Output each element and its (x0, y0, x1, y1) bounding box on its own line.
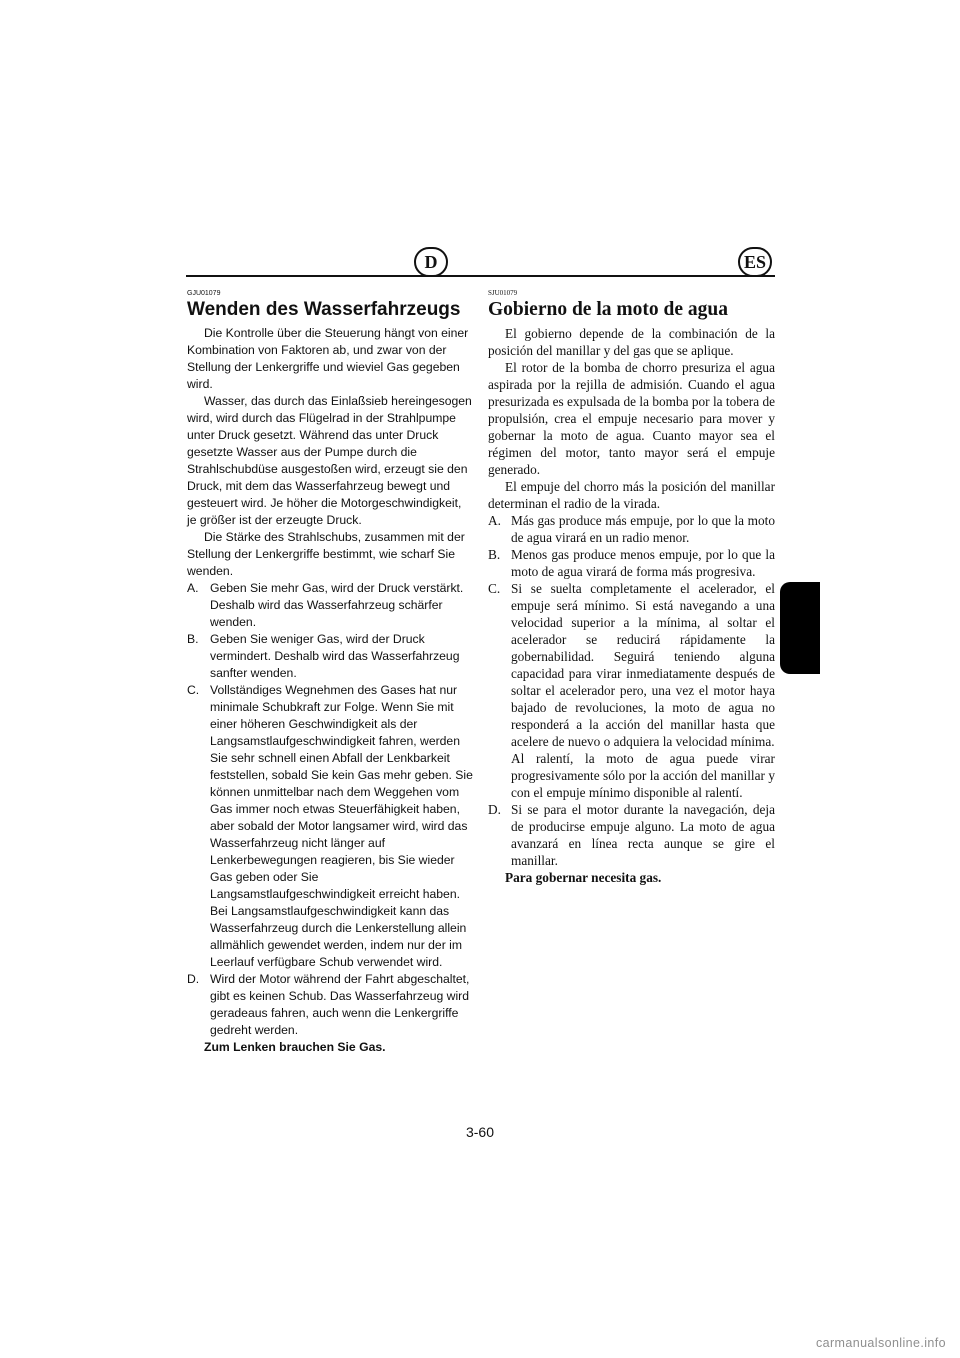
list-item (187, 971, 474, 1039)
header-rule (186, 275, 775, 277)
section-title: Gobierno de la moto de agua (488, 299, 728, 320)
language-header (0, 247, 960, 287)
list-item-letter: B. (488, 547, 501, 562)
list-item (488, 580, 775, 801)
closing-statement: Para gobernar necesita gas. (505, 870, 662, 885)
language-badge-spanish: ES (738, 247, 772, 277)
list-item-text-continued: Al ralentí, la moto de agua puede virar progresivamente sólo por la acción del manillar y con el empuje mínimo disponible al ralentí. (511, 751, 775, 800)
list-item-text: Geben Sie mehr Gas, wird der Druck verstärkt. Deshalb wird das Wasserfahrzeug schärfer wenden. (210, 581, 464, 629)
list-item (488, 512, 775, 546)
paragraph: El gobierno depende de la combinación de la posición del manillar y del gas que se aplique. (488, 326, 775, 358)
list-item-text: Si se para el motor durante la navegación, deja de producirse empuje alguno. La moto de agua avanzará en línea recta aunque se gire el manillar. (511, 802, 775, 868)
list-item-letter: C. (488, 581, 501, 596)
list-item (187, 682, 474, 971)
section-thumb-tab (780, 582, 820, 674)
list-item-text: Si se suelta completamente el acelerador, el empuje será mínimo. Si está navegando a una velocidad superior a la mínima, al soltar el acelerador se reducirá rápidamente la gobernabilidad. Seguirá teniendo alguna capacidad para virar inmediatamente después de soltar el acelerador pero, una vez el motor haya bajado de revoluciones, la moto de agua no responderá a la acción del manillar hasta que acelere de nuevo o adquiera la velocidad mínima. (511, 581, 775, 749)
paragraph: El rotor de la bomba de chorro presuriza el agua aspirada por la rejilla de admisión. Cuando el agua presurizada es expulsada de la bomba por la tobera de propulsión, crea el empuje necesario para mover y gobernar la moto de agua. Cuanto mayor sea el régimen del motor, tanto mayor será el empuje generado. (488, 360, 775, 477)
closing-statement: Zum Lenken brauchen Sie Gas. (204, 1040, 386, 1054)
list-item-letter: A. (488, 513, 501, 528)
german-column (187, 289, 474, 1056)
section-title: Wenden des Wasserfahrzeugs (187, 299, 461, 320)
list-item-letter: B. (187, 632, 199, 646)
list-item-text: Geben Sie weniger Gas, wird der Druck vermindert. Deshalb wird das Wasserfahrzeug sanfter wenden. (210, 632, 460, 680)
list-item-letter: D. (488, 802, 501, 817)
list-item-text: Vollständiges Wegnehmen des Gases hat nur minimale Schubkraft zur Folge. Wenn Sie mit einer höheren Geschwindigkeit als der Langsamstlaufgeschwindigkeit fahren, werden Sie sehr schnell einen Abfall der Lenkbarkeit feststellen, sobald Sie kein Gas mehr geben. Sie können unmittelbar nach dem Weggehen vom Gas immer noch etwas Steuerfähigkeit haben, aber sobald der Motor langsamer wird, wird das Wasserfahrzeug nicht länger auf Lenkerbewegungen reagieren, bis Sie wieder Gas geben oder Sie Langsamstlaufgeschwindigkeit erreicht haben. (210, 683, 473, 901)
list-item (488, 546, 775, 580)
list-item (187, 580, 474, 631)
list-item-text: Menos gas produce menos empuje, por lo que la moto de agua virará de forma más progresiva. (511, 547, 775, 579)
paragraph: Die Kontrolle über die Steuerung hängt von einer Kombination von Faktoren ab, und zwar von der Stellung der Lenkergriffe und wieviel Gas gegeben wird. (187, 326, 469, 391)
list-item-text: Wird der Motor während der Fahrt abgeschaltet, gibt es keinen Schub. Das Wasserfahrzeug wird geradeaus fahren, auch wenn die Lenkergriffe gedreht werden. (210, 972, 470, 1037)
language-badge-german: D (414, 247, 448, 277)
section-code: SJU01079 (488, 289, 518, 297)
list-item (488, 801, 775, 869)
spanish-column (488, 289, 775, 886)
list-item-text: Más gas produce más empuje, por lo que la moto de agua virará en un radio menor. (511, 513, 775, 545)
list-item-letter: C. (187, 683, 200, 697)
list-item-text-continued: Bei Langsamstlaufgeschwindigkeit kann das Wasserfahrzeug durch die Lenkerstellung allein allmählich gewendet werden, indem nur der im Leerlauf verfügbare Schub verwendet wird. (210, 904, 467, 969)
list-item (187, 631, 474, 682)
watermark: carmanualsonline.info (815, 1336, 946, 1350)
list-item-letter: D. (187, 972, 200, 986)
paragraph: Die Stärke des Strahlschubs, zusammen mit der Stellung der Lenkergriffe bestimmt, wie scharf Sie wenden. (187, 530, 465, 578)
paragraph: Wasser, das durch das Einlaßsieb hereingesogen wird, wird durch das Flügelrad in der Strahlpumpe unter Druck gesetzt. Während das unter Druck gesetzte Wasser aus der Pumpe durch die Strahlschubdüse ausgestoßen wird, erzeugt sie den Druck, mit dem das Wasserfahrzeug bewegt und gesteuert wird. Je höher die Motorgeschwindigkeit, je größer ist der erzeugte Druck. (187, 394, 472, 527)
list-item-letter: A. (187, 581, 199, 595)
paragraph: El empuje del chorro más la posición del manillar determinan el radio de la virada. (488, 479, 775, 511)
page-number: 3-60 (465, 1124, 495, 1140)
section-code: GJU01079 (187, 290, 221, 297)
